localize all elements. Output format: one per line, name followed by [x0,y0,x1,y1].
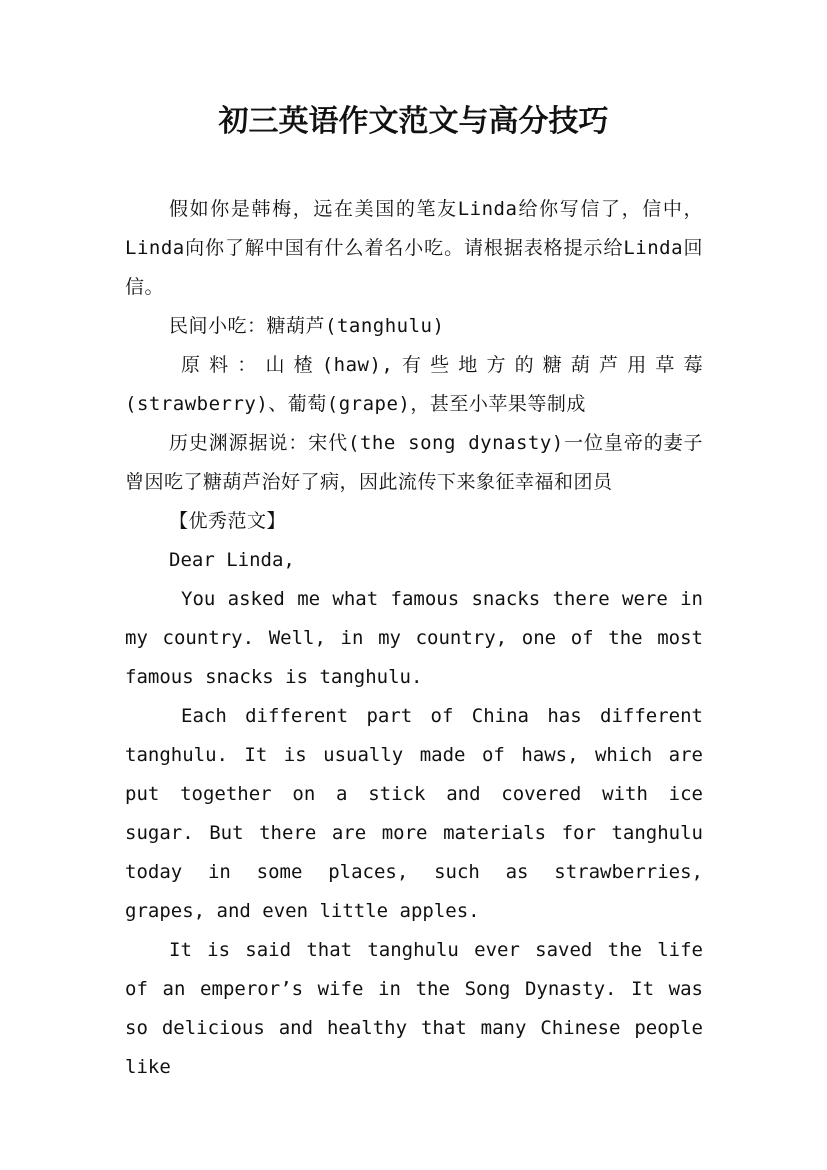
snack-paragraph: 民间小吃：糖葫芦(tanghulu) [169,315,445,337]
document-title: 初三英语作文范文与高分技巧 [218,104,609,139]
essay-paragraph-2: Each different part of China has different tanghulu. It is usually made of haws, which are put together on a stick and covered with ice sugar. But there are more materials for tanghulu today in some places, such as strawberries, grapes, and even little apples. [125,705,703,922]
essay-paragraph-1: You asked me what famous snacks there were in my country. Well, in my country, one of the most famous snacks is tanghulu. [125,588,703,688]
history-paragraph: 历史渊源据说：宋代(the song dynasty)一位皇帝的妻子曾因吃了糖葫芦治好了病，因此流传下来象征幸福和团员 [125,432,703,493]
section-heading: 【优秀范文】 [169,510,287,532]
ingredients-paragraph: 原料：山楂(haw),有些地方的糖葫芦用草莓(strawberry)、葡萄(grape)，甚至小苹果等制成 [125,354,703,415]
document-body [125,190,703,1087]
prompt-paragraph: 假如你是韩梅，远在美国的笔友Linda给你写信了，信中，Linda向你了解中国有什么着名小吃。请根据表格提示给Linda回信。 [125,198,703,298]
letter-greeting: Dear Linda, [169,549,295,571]
essay-paragraph-3: It is said that tanghulu ever saved the life of an emperor’s wife in the Song Dynasty. It was so delicious and healthy that many Chinese people like [125,939,703,1078]
